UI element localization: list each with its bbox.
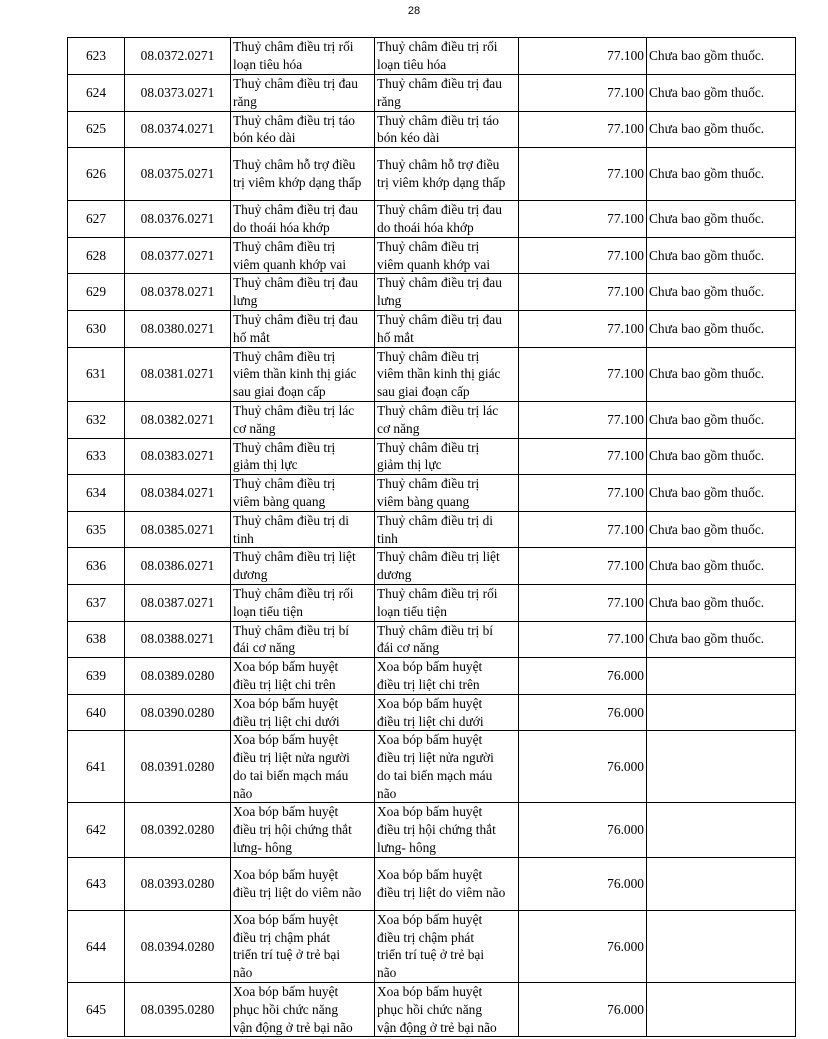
service-name-alt bbox=[375, 731, 519, 803]
note-text: Chưa bao gồm thuốc. bbox=[647, 548, 796, 585]
price-value: 77.100 bbox=[519, 237, 647, 274]
service-name-line: trị viêm khớp dạng thấp bbox=[233, 175, 362, 191]
service-name-alt bbox=[375, 548, 519, 585]
service-name-line: tinh bbox=[233, 530, 254, 546]
note-text: Chưa bao gồm thuốc. bbox=[647, 237, 796, 274]
row-number: 636 bbox=[68, 548, 125, 585]
service-code: 08.0384.0271 bbox=[125, 475, 231, 512]
service-name bbox=[231, 857, 375, 910]
note-text bbox=[647, 658, 796, 695]
service-name-alt bbox=[375, 803, 519, 857]
service-name-line: Thuỷ châm điều trị táo bbox=[233, 112, 355, 128]
service-name-line: Xoa bóp bấm huyệt bbox=[233, 867, 339, 883]
table-row bbox=[68, 857, 796, 910]
service-name-line: não bbox=[233, 785, 253, 801]
service-name-alt-line: Thuỷ châm điều trị táo bbox=[377, 112, 499, 128]
service-code: 08.0386.0271 bbox=[125, 548, 231, 585]
table-row bbox=[68, 621, 796, 658]
service-name-alt-line: điều trị liệt chi trên bbox=[377, 676, 480, 692]
service-name-line: đái cơ năng bbox=[233, 640, 296, 656]
service-code: 08.0381.0271 bbox=[125, 347, 231, 401]
service-code: 08.0387.0271 bbox=[125, 584, 231, 621]
service-code: 08.0383.0271 bbox=[125, 438, 231, 475]
service-name-alt-line: não bbox=[377, 785, 397, 801]
table-row bbox=[68, 475, 796, 512]
row-number: 637 bbox=[68, 584, 125, 621]
service-name-alt-line: viêm thần kinh thị giác bbox=[377, 366, 501, 382]
row-number: 624 bbox=[68, 75, 125, 112]
row-number: 644 bbox=[68, 910, 125, 982]
service-code: 08.0382.0271 bbox=[125, 401, 231, 438]
service-name-line: Thuỷ châm điều trị bí bbox=[233, 622, 350, 638]
table-row bbox=[68, 237, 796, 274]
service-name-alt bbox=[375, 694, 519, 731]
service-name bbox=[231, 983, 375, 1037]
service-name-alt-line: điều trị liệt do viêm não bbox=[377, 884, 506, 900]
service-name-line: điều trị liệt chi trên bbox=[233, 676, 336, 692]
service-name-alt-line: giảm thị lực bbox=[377, 457, 442, 473]
service-name-alt bbox=[375, 857, 519, 910]
service-code: 08.0389.0280 bbox=[125, 658, 231, 695]
note-text bbox=[647, 731, 796, 803]
service-name-line: Thuỷ châm điều trị đau bbox=[233, 76, 358, 91]
price-value: 77.100 bbox=[519, 401, 647, 438]
service-code: 08.0393.0280 bbox=[125, 857, 231, 910]
service-code: 08.0376.0271 bbox=[125, 201, 231, 238]
service-name-alt bbox=[375, 75, 519, 112]
service-name-alt bbox=[375, 237, 519, 274]
service-name-alt-line: răng bbox=[377, 93, 401, 109]
service-name-line: Thuỷ châm điều trị bbox=[233, 238, 336, 254]
note-text bbox=[647, 803, 796, 857]
table-row bbox=[68, 511, 796, 548]
service-code: 08.0395.0280 bbox=[125, 983, 231, 1037]
service-code: 08.0390.0280 bbox=[125, 694, 231, 731]
service-name-alt-line: viêm quanh khớp vai bbox=[377, 256, 491, 272]
row-number: 635 bbox=[68, 511, 125, 548]
service-name-line: Thuỷ châm điều trị liệt bbox=[233, 549, 356, 565]
service-name-alt-line: Xoa bóp bấm huyệt bbox=[377, 911, 483, 927]
service-code: 08.0374.0271 bbox=[125, 111, 231, 148]
price-value: 77.100 bbox=[519, 438, 647, 475]
note-text: Chưa bao gồm thuốc. bbox=[647, 347, 796, 401]
service-name-line: viêm quanh khớp vai bbox=[233, 256, 347, 272]
price-value: 77.100 bbox=[519, 75, 647, 112]
table-row bbox=[68, 310, 796, 347]
service-name-line: Thuỷ châm điều trị rối bbox=[233, 39, 354, 55]
price-value: 76.000 bbox=[519, 803, 647, 857]
service-name-alt bbox=[375, 347, 519, 401]
service-code: 08.0373.0271 bbox=[125, 75, 231, 112]
service-name-line: Thuỷ châm điều trị đau bbox=[233, 275, 358, 291]
note-text: Chưa bao gồm thuốc. bbox=[647, 310, 796, 347]
table-row bbox=[68, 731, 796, 803]
row-number: 633 bbox=[68, 438, 125, 475]
table-row bbox=[68, 148, 796, 201]
service-name-alt-line: loạn tiêu hóa bbox=[377, 57, 447, 72]
service-name-line: sau giai đoạn cấp bbox=[233, 384, 326, 400]
price-value: 76.000 bbox=[519, 857, 647, 910]
service-name-alt-line: Thuỷ châm điều trị bbox=[377, 238, 480, 254]
service-name-alt-line: hố mắt bbox=[377, 329, 414, 345]
service-name bbox=[231, 237, 375, 274]
service-name-line: triển trí tuệ ở trẻ bại bbox=[233, 947, 341, 963]
service-name-alt-line: Thuỷ châm điều trị đau bbox=[377, 76, 502, 91]
note-text: Chưa bao gồm thuốc. bbox=[647, 621, 796, 658]
service-name-alt-line: Thuỷ châm hỗ trợ điều bbox=[377, 157, 500, 173]
service-name-alt bbox=[375, 38, 519, 75]
row-number: 630 bbox=[68, 310, 125, 347]
table-row bbox=[68, 38, 796, 75]
price-value: 77.100 bbox=[519, 274, 647, 311]
note-text bbox=[647, 983, 796, 1037]
service-name-line: Thuỷ châm điều trị rối bbox=[233, 585, 354, 601]
note-text: Chưa bao gồm thuốc. bbox=[647, 401, 796, 438]
service-name bbox=[231, 310, 375, 347]
service-name-alt-line: Xoa bóp bấm huyệt bbox=[377, 659, 483, 675]
table-row bbox=[68, 274, 796, 311]
service-name-alt-line: viêm bàng quang bbox=[377, 493, 470, 509]
table-row bbox=[68, 548, 796, 585]
row-number: 642 bbox=[68, 803, 125, 857]
service-name-alt bbox=[375, 438, 519, 475]
page-number: 28 bbox=[407, 5, 421, 17]
service-name-line: Thuỷ châm điều trị đau bbox=[233, 202, 358, 218]
price-value: 77.100 bbox=[519, 38, 647, 75]
service-name-line: Xoa bóp bấm huyệt bbox=[233, 695, 339, 711]
note-text: Chưa bao gồm thuốc. bbox=[647, 511, 796, 548]
price-value: 77.100 bbox=[519, 548, 647, 585]
service-name-alt-line: bón kéo dài bbox=[377, 130, 440, 146]
service-name bbox=[231, 274, 375, 311]
table-row bbox=[68, 401, 796, 438]
service-name-line: do thoái hóa khớp bbox=[233, 219, 330, 235]
service-name-alt-line: điều trị hội chứng thắt bbox=[377, 822, 496, 838]
note-text: Chưa bao gồm thuốc. bbox=[647, 75, 796, 112]
service-name bbox=[231, 438, 375, 475]
service-name-alt-line: Xoa bóp bấm huyệt bbox=[377, 804, 483, 820]
service-name-alt bbox=[375, 148, 519, 201]
service-name-alt-line: Thuỷ châm điều trị đau bbox=[377, 202, 502, 218]
service-name-alt bbox=[375, 621, 519, 658]
service-name-alt-line: Thuỷ châm điều trị rối bbox=[377, 585, 498, 601]
table-row bbox=[68, 910, 796, 982]
note-text: Chưa bao gồm thuốc. bbox=[647, 38, 796, 75]
price-value: 77.100 bbox=[519, 148, 647, 201]
table-row bbox=[68, 694, 796, 731]
service-name-line: loạn tiểu tiện bbox=[233, 603, 303, 619]
service-name-line: cơ năng bbox=[233, 420, 276, 436]
service-code: 08.0380.0271 bbox=[125, 310, 231, 347]
table-row bbox=[68, 983, 796, 1037]
service-name-alt-line: não bbox=[377, 965, 397, 981]
service-name-line: dương bbox=[233, 567, 268, 583]
price-value: 77.100 bbox=[519, 347, 647, 401]
service-name-alt-line: điều trị chậm phát bbox=[377, 929, 475, 945]
price-table bbox=[67, 37, 796, 1037]
service-name-line: vận động ở trẻ bại não bbox=[233, 1019, 353, 1035]
price-value: 76.000 bbox=[519, 731, 647, 803]
service-name bbox=[231, 475, 375, 512]
service-name-line: não bbox=[233, 965, 253, 981]
service-name-line: điều trị liệt do viêm não bbox=[233, 884, 362, 900]
service-name-alt bbox=[375, 111, 519, 148]
service-name-alt-line: trị viêm khớp dạng thấp bbox=[377, 175, 506, 191]
row-number: 645 bbox=[68, 983, 125, 1037]
service-name-line: Thuỷ châm điều trị bbox=[233, 439, 336, 455]
service-name-alt-line: đái cơ năng bbox=[377, 640, 440, 656]
service-name-line: loạn tiêu hóa bbox=[233, 57, 303, 72]
service-name-alt bbox=[375, 401, 519, 438]
row-number: 632 bbox=[68, 401, 125, 438]
price-value: 77.100 bbox=[519, 201, 647, 238]
service-name bbox=[231, 111, 375, 148]
price-value: 76.000 bbox=[519, 983, 647, 1037]
service-name bbox=[231, 803, 375, 857]
service-name-line: Xoa bóp bấm huyệt bbox=[233, 911, 339, 927]
service-name-alt-line: điều trị liệt chi dưới bbox=[377, 713, 484, 729]
service-name-line: viêm bàng quang bbox=[233, 493, 326, 509]
service-code: 08.0392.0280 bbox=[125, 803, 231, 857]
row-number: 634 bbox=[68, 475, 125, 512]
row-number: 625 bbox=[68, 111, 125, 148]
service-name-line: răng bbox=[233, 93, 257, 109]
service-name-alt-line: loạn tiểu tiện bbox=[377, 603, 447, 619]
service-name-line: Thuỷ châm điều trị lác bbox=[233, 402, 355, 418]
table-row bbox=[68, 584, 796, 621]
note-text: Chưa bao gồm thuốc. bbox=[647, 438, 796, 475]
service-name-alt-line: Thuỷ châm điều trị bí bbox=[377, 622, 494, 638]
service-name-line: Thuỷ châm điều trị đau bbox=[233, 311, 358, 327]
price-value: 77.100 bbox=[519, 310, 647, 347]
service-name-alt-line: Xoa bóp bấm huyệt bbox=[377, 695, 483, 711]
note-text: Chưa bao gồm thuốc. bbox=[647, 148, 796, 201]
service-name-alt-line: Thuỷ châm điều trị đau bbox=[377, 275, 502, 291]
note-text: Chưa bao gồm thuốc. bbox=[647, 274, 796, 311]
service-name-alt-line: Thuỷ châm điều trị liệt bbox=[377, 549, 500, 565]
row-number: 631 bbox=[68, 347, 125, 401]
price-value: 77.100 bbox=[519, 111, 647, 148]
note-text: Chưa bao gồm thuốc. bbox=[647, 475, 796, 512]
table-row bbox=[68, 803, 796, 857]
service-name-line: Thuỷ châm điều trị bbox=[233, 476, 336, 492]
service-name-line: điều trị chậm phát bbox=[233, 929, 331, 945]
service-name-alt bbox=[375, 584, 519, 621]
service-name-line: Thuỷ châm điều trị bbox=[233, 348, 336, 364]
service-name bbox=[231, 658, 375, 695]
service-name-alt-line: Xoa bóp bấm huyệt bbox=[377, 867, 483, 883]
service-name-alt-line: Xoa bóp bấm huyệt bbox=[377, 732, 483, 748]
service-name-alt-line: sau giai đoạn cấp bbox=[377, 384, 470, 400]
price-value: 77.100 bbox=[519, 621, 647, 658]
row-number: 639 bbox=[68, 658, 125, 695]
service-name-line: Thuỷ châm điều trị di bbox=[233, 512, 350, 528]
service-name-line: viêm thần kinh thị giác bbox=[233, 366, 357, 382]
price-value: 77.100 bbox=[519, 475, 647, 512]
price-value: 77.100 bbox=[519, 511, 647, 548]
service-code: 08.0385.0271 bbox=[125, 511, 231, 548]
table-row bbox=[68, 438, 796, 475]
service-name-alt-line: vận động ở trẻ bại não bbox=[377, 1019, 497, 1035]
price-value: 77.100 bbox=[519, 584, 647, 621]
service-name bbox=[231, 401, 375, 438]
service-code: 08.0372.0271 bbox=[125, 38, 231, 75]
service-name bbox=[231, 584, 375, 621]
price-value: 76.000 bbox=[519, 694, 647, 731]
service-name-alt bbox=[375, 274, 519, 311]
service-name bbox=[231, 347, 375, 401]
table-row bbox=[68, 201, 796, 238]
service-name-alt-line: Thuỷ châm điều trị di bbox=[377, 512, 494, 528]
service-name-alt bbox=[375, 475, 519, 512]
note-text: Chưa bao gồm thuốc. bbox=[647, 201, 796, 238]
service-name-alt-line: Thuỷ châm điều trị đau bbox=[377, 311, 502, 327]
service-name bbox=[231, 75, 375, 112]
service-name-line: Thuỷ châm hỗ trợ điều bbox=[233, 157, 356, 173]
service-name-alt-line: do thoái hóa khớp bbox=[377, 219, 474, 235]
row-number: 638 bbox=[68, 621, 125, 658]
service-name-alt bbox=[375, 310, 519, 347]
service-name bbox=[231, 694, 375, 731]
row-number: 623 bbox=[68, 38, 125, 75]
service-name-line: Xoa bóp bấm huyệt bbox=[233, 732, 339, 748]
service-code: 08.0388.0271 bbox=[125, 621, 231, 658]
table-row bbox=[68, 75, 796, 112]
service-name-alt-line: Thuỷ châm điều trị lác bbox=[377, 402, 499, 418]
service-name bbox=[231, 201, 375, 238]
row-number: 640 bbox=[68, 694, 125, 731]
table-row bbox=[68, 347, 796, 401]
price-value: 76.000 bbox=[519, 658, 647, 695]
service-name-alt-line: dương bbox=[377, 567, 412, 583]
service-code: 08.0394.0280 bbox=[125, 910, 231, 982]
service-name-line: lưng bbox=[233, 293, 258, 309]
service-name-line: bón kéo dài bbox=[233, 130, 296, 146]
row-number: 629 bbox=[68, 274, 125, 311]
price-value: 76.000 bbox=[519, 910, 647, 982]
service-name-line: lưng- hông bbox=[233, 840, 292, 856]
service-name-alt bbox=[375, 201, 519, 238]
service-name-alt-line: cơ năng bbox=[377, 420, 420, 436]
row-number: 626 bbox=[68, 148, 125, 201]
service-name-alt bbox=[375, 511, 519, 548]
note-text: Chưa bao gồm thuốc. bbox=[647, 584, 796, 621]
service-name-alt-line: Xoa bóp bấm huyệt bbox=[377, 984, 483, 1000]
row-number: 627 bbox=[68, 201, 125, 238]
note-text bbox=[647, 857, 796, 910]
service-name-line: hố mắt bbox=[233, 329, 270, 345]
service-name bbox=[231, 38, 375, 75]
service-name-alt-line: lưng bbox=[377, 293, 402, 309]
service-name-line: điều trị liệt nửa người bbox=[233, 750, 350, 766]
row-number: 643 bbox=[68, 857, 125, 910]
service-name-line: điều trị liệt chi dưới bbox=[233, 713, 340, 729]
table-row bbox=[68, 658, 796, 695]
service-code: 08.0375.0271 bbox=[125, 148, 231, 201]
service-name bbox=[231, 621, 375, 658]
service-name-alt-line: do tai biến mạch máu bbox=[377, 767, 493, 783]
service-name-line: Xoa bóp bấm huyệt bbox=[233, 804, 339, 820]
service-name bbox=[231, 548, 375, 585]
service-name-line: Xoa bóp bấm huyệt bbox=[233, 659, 339, 675]
service-name-line: giảm thị lực bbox=[233, 457, 298, 473]
service-name-alt-line: Thuỷ châm điều trị bbox=[377, 348, 480, 364]
service-code: 08.0378.0271 bbox=[125, 274, 231, 311]
service-name-line: Xoa bóp bấm huyệt bbox=[233, 984, 339, 1000]
service-name bbox=[231, 511, 375, 548]
service-name-alt-line: Thuỷ châm điều trị bbox=[377, 439, 480, 455]
service-name-line: phục hồi chức năng bbox=[233, 1001, 339, 1017]
service-name-line: do tai biến mạch máu bbox=[233, 767, 349, 783]
service-name-alt-line: Thuỷ châm điều trị bbox=[377, 476, 480, 492]
service-name-alt-line: điều trị liệt nửa người bbox=[377, 750, 494, 766]
service-name bbox=[231, 910, 375, 982]
service-name-alt-line: triển trí tuệ ở trẻ bại bbox=[377, 947, 485, 963]
service-name bbox=[231, 731, 375, 803]
row-number: 628 bbox=[68, 237, 125, 274]
service-name-alt bbox=[375, 910, 519, 982]
service-name-alt-line: Thuỷ châm điều trị rối bbox=[377, 39, 498, 55]
service-name bbox=[231, 148, 375, 201]
service-name-alt-line: lưng- hông bbox=[377, 840, 436, 856]
service-name-alt-line: tinh bbox=[377, 530, 398, 546]
service-name-alt bbox=[375, 658, 519, 695]
service-name-alt bbox=[375, 983, 519, 1037]
note-text: Chưa bao gồm thuốc. bbox=[647, 111, 796, 148]
row-number: 641 bbox=[68, 731, 125, 803]
table-row bbox=[68, 111, 796, 148]
service-name-alt-line: phục hồi chức năng bbox=[377, 1001, 483, 1017]
service-code: 08.0391.0280 bbox=[125, 731, 231, 803]
service-code: 08.0377.0271 bbox=[125, 237, 231, 274]
note-text bbox=[647, 910, 796, 982]
note-text bbox=[647, 694, 796, 731]
service-name-line: điều trị hội chứng thắt bbox=[233, 822, 352, 838]
